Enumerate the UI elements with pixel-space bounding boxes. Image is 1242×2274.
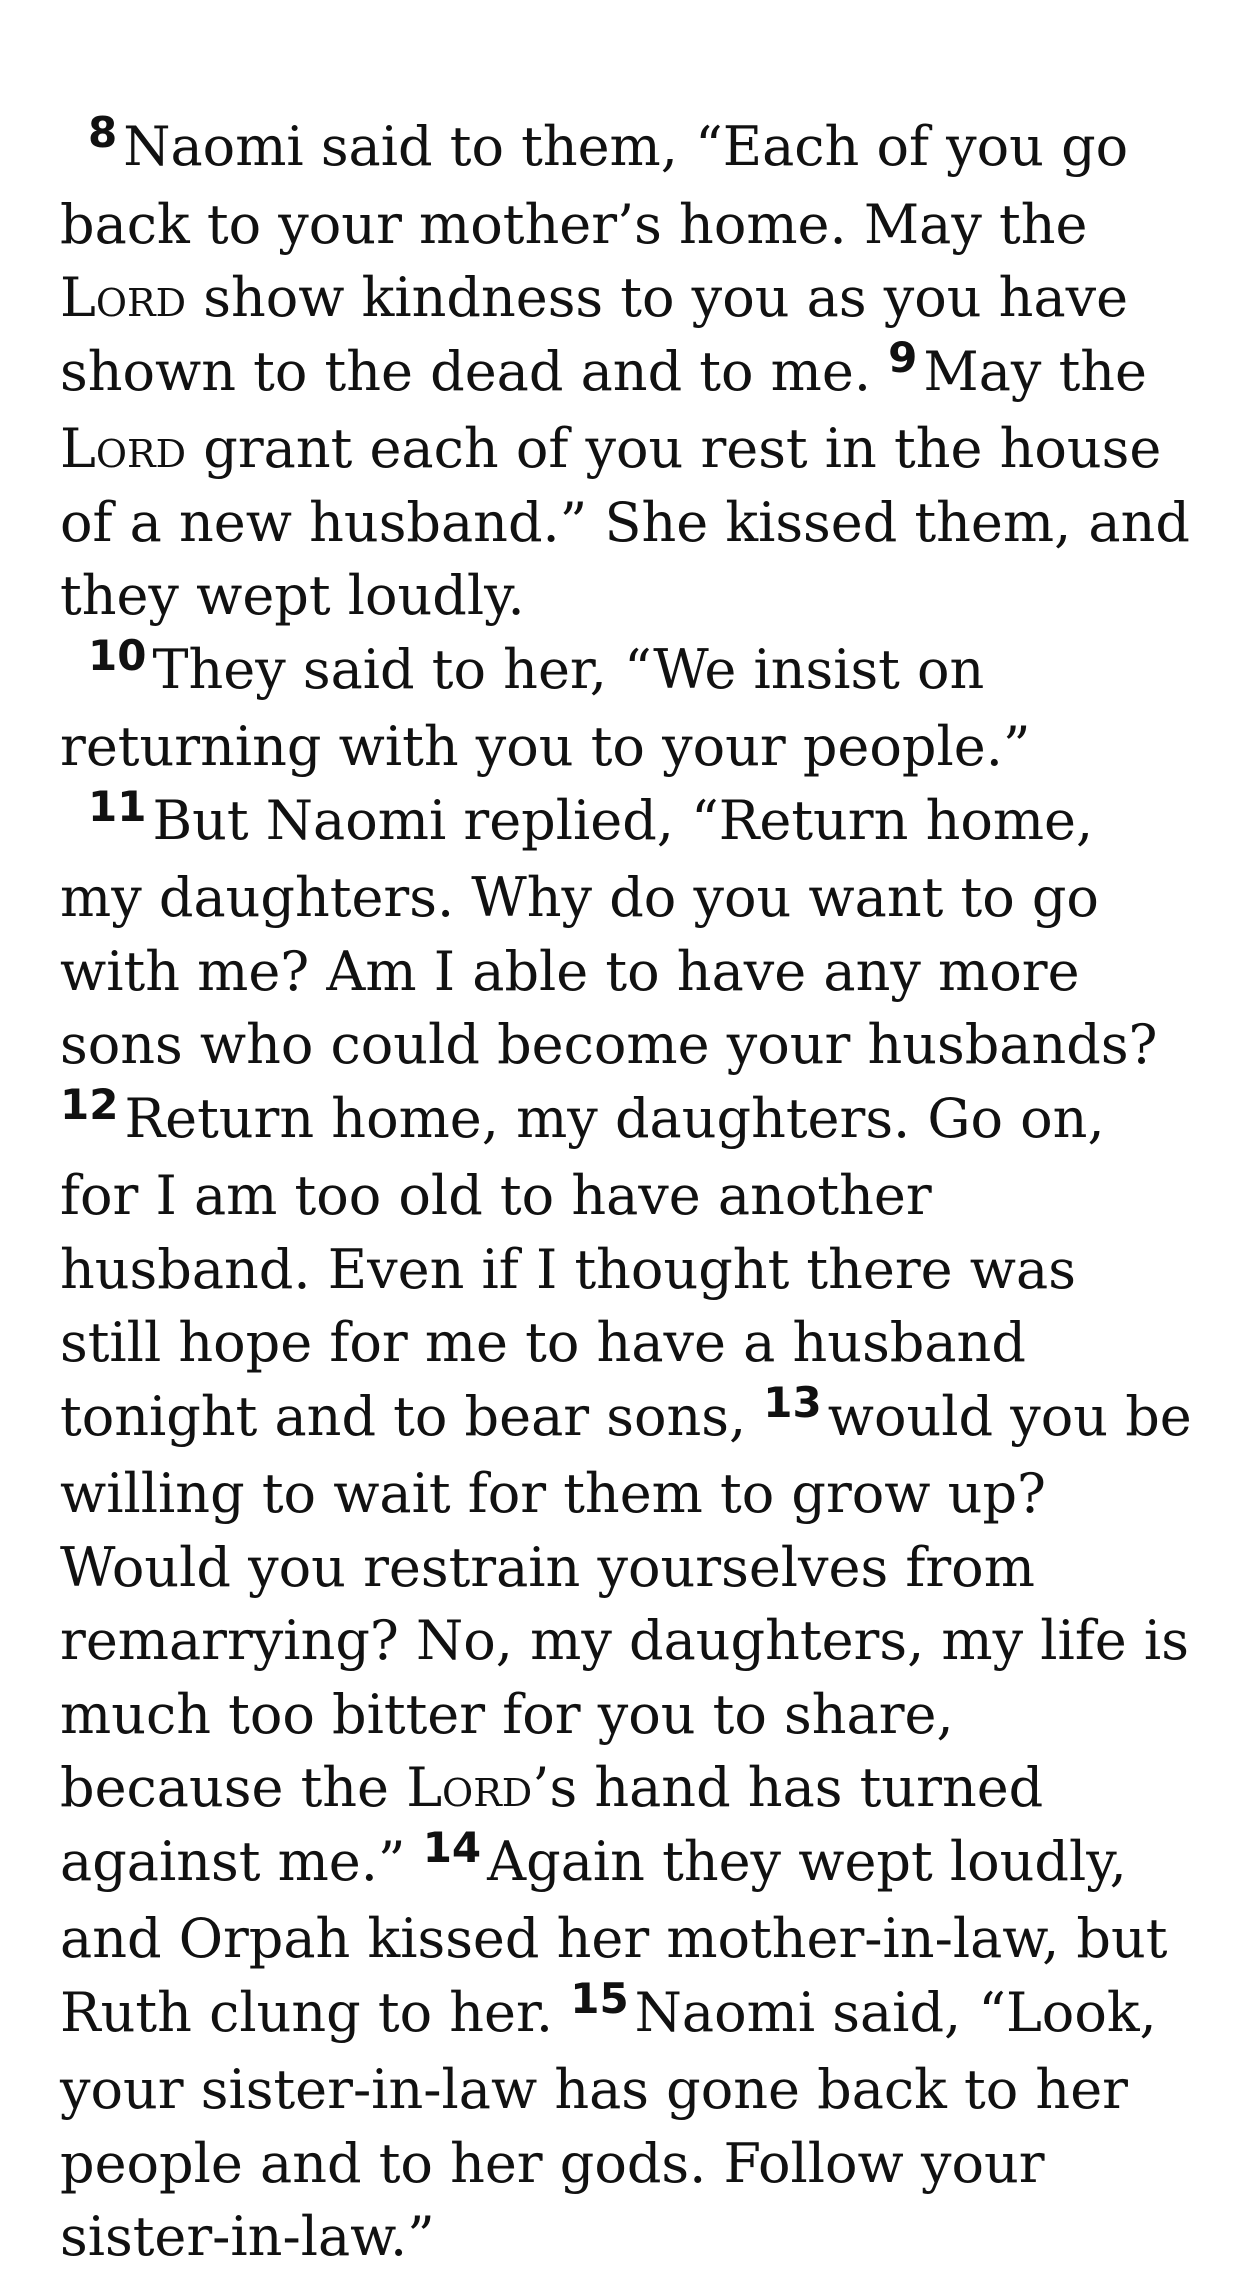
verse-text: show kindness to you as you have shown to the dead and to me. — [60, 266, 1129, 403]
verse-text: Return home, my daughters. Go on, for I am too old to have another husband. Even if I thought there was still hope for me to have a husband tonight and to bear sons, — [60, 1086, 1105, 1448]
paragraph-verses-11-15 — [60, 781, 1192, 2274]
verse-text: May the — [923, 339, 1147, 403]
verse-text: would you be willing to wait for them to grow up? Would you restrain yourselves from remarrying? No, my daughters, my life is much too bitter for you to share, because the — [60, 1384, 1192, 1819]
verse-text: ’s hand has turned against me.” — [60, 1756, 1044, 1893]
divine-name: Lord — [60, 266, 187, 329]
verse-number: 14 — [422, 1822, 482, 1872]
verse-text: grant each of you rest in the house of a new husband.” She kissed them, and they wept loudly. — [60, 417, 1190, 627]
verse-text: Naomi said, “Look, your sister-in-law has gone back to her people and to her gods. Follow your sister-in-law.” — [60, 1980, 1157, 2268]
verse-number: 15 — [570, 1973, 629, 2023]
divine-name: Lord — [60, 417, 187, 480]
verse-text: They said to her, “We insist on returning with you to your people.” — [60, 637, 1031, 778]
verse-number: 10 — [88, 630, 147, 680]
verse-number: 13 — [763, 1377, 822, 1427]
verse-text: Again they wept loudly, and Orpah kissed her mother-in-law, but Ruth clung to her. — [60, 1829, 1168, 2044]
verse-text: But Naomi replied, “Return home, my daughters. Why do you want to go with me? Am I able to have any more sons who could become your husbands? — [60, 788, 1158, 1076]
paragraph-verse-10 — [60, 630, 1192, 784]
verse-number: 12 — [60, 1079, 119, 1129]
divine-name: Lord — [406, 1756, 533, 1819]
verse-number: 11 — [88, 781, 147, 831]
paragraph-verses-8-9 — [60, 110, 1192, 633]
verse-number: 9 — [888, 332, 918, 382]
verse-text: Naomi said to them, “Each of you go back to your mother’s home. May the — [60, 115, 1129, 256]
reading-pane[interactable] — [60, 110, 1192, 2274]
verse-number: 8 — [88, 108, 118, 157]
